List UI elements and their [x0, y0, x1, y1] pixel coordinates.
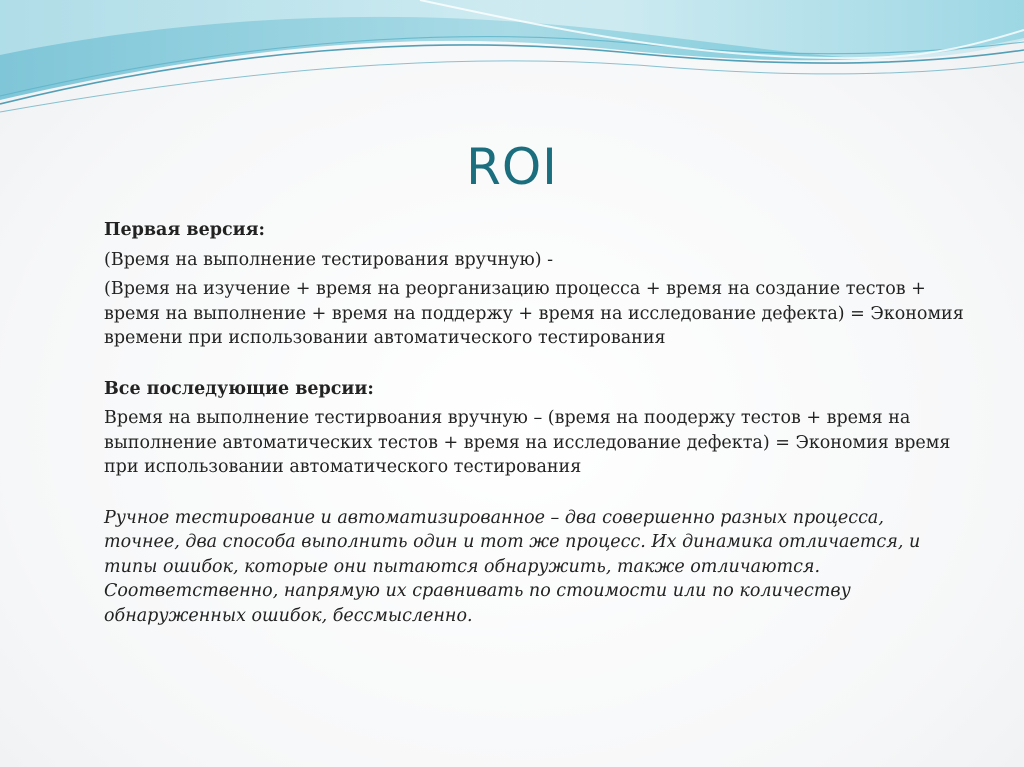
next-versions-heading: Все последующие версии:	[104, 378, 374, 399]
decorative-wave-header	[0, 0, 1024, 130]
first-version-line-1: (Время на выполнение тестирования вручную) -	[104, 249, 554, 270]
slide-content	[104, 218, 964, 628]
comparison-note: Ручное тестирование и автоматизированное – два совершенно разных процесса, точнее, два способа выполнить один и тот же процесс. Их динамика отличается, и типы ошибок, которые они пытаются обнаружить, также отличаются. Соответственно, напрямую их сравнивать по стоимости или по количеству обнаруженных ошибок, бессмысленно.	[104, 507, 921, 626]
first-version-line-2: (Время на изучение + время на реорганизацию процесса + время на создание тестов + время на выполнение + время на поддержу + время на исследование дефекта) = Экономия времени при использовании автоматического тестирования	[104, 279, 964, 348]
slide-title: ROI	[466, 138, 558, 196]
first-version-heading: Первая версия:	[104, 220, 265, 240]
next-versions-text: Время на выполнение тестирвоания вручную – (время на поодержу тестов + время на выполнение автоматических тестов + время на исследование дефекта) = Экономия время при использовании автоматического тестирования	[104, 408, 951, 477]
